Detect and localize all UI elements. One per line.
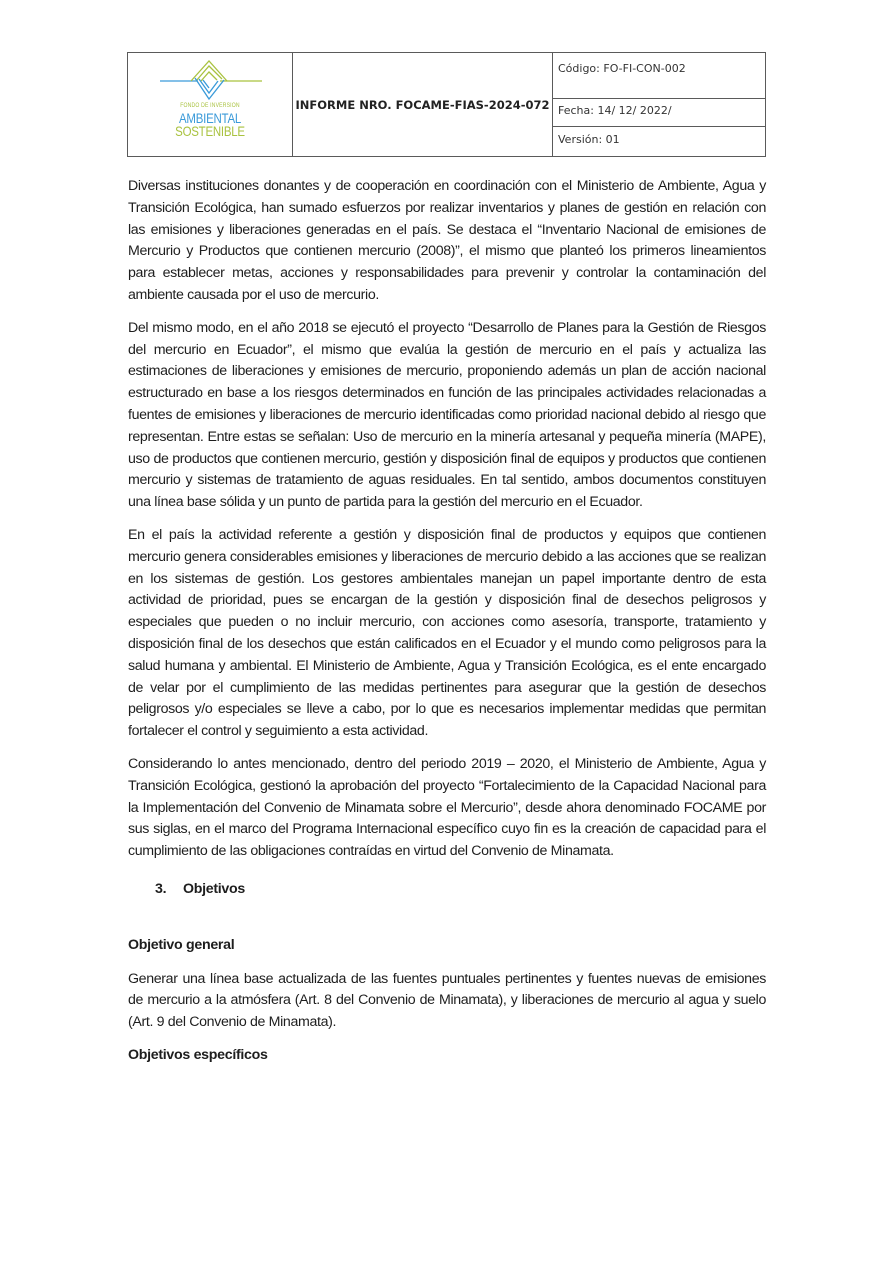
document-version: Versión: 01 bbox=[553, 126, 766, 156]
paragraph-institutions: Diversas instituciones donantes y de cooperación en coordinación con el Ministerio de Ambiente, Agua y Transición Ecológica, han sumado esfuerzos por realizar inventarios y planes de gestión en relación con las emisiones y liberaciones generadas en el país. Se destaca el “Inventario Nacional de emisiones de Mercurio y Productos que contienen mercurio (2008)”, el mismo que planteó los primeros lineamientos para establecer metas, acciones y responsabilidades para prevenir y controlar la contaminación del ambiente causada por el uso de mercurio. bbox=[128, 178, 766, 303]
paragraph-country-activity: En el país la actividad referente a gestión y disposición final de productos y equipos que contienen mercurio genera considerables emisiones y liberaciones de mercurio debido a las acciones que se realizan en los sistemas de gestión. Los gestores ambientales manejan un papel importante dentro de esta actividad de prioridad, pues se encargan de la gestión y disposición final de desechos peligrosos y especiales que pueden o no incluir mercurio, con acciones como asesoría, transporte, tratamiento y disposición final de los desechos que están calificados en el Ecuador y el mundo como peligrosos para la salud humana y ambiental. El Ministerio de Ambiente, Agua y Transición Ecológica, es el ente encargado de velar por el cumplimiento de las medidas pertinentes para asegurar que la gestión de desechos peligrosos y/o especiales se lleve a cabo, por lo que es necesarios implementar medidas que permitan fortalecer el control y seguimiento a esta actividad. bbox=[128, 526, 766, 740]
document-code: Código: FO-FI-CON-002 bbox=[553, 53, 766, 99]
general-objective-heading: Objetivo general bbox=[128, 936, 235, 953]
section-title: Objetivos bbox=[183, 880, 245, 897]
paragraph-focame: Considerando lo antes mencionado, dentro del periodo 2019 – 2020, el Ministerio de Ambiente, Agua y Transición Ecológica, gestionó la aprobación del proyecto “Fortalecimiento de la Capacidad Nacional para la Implementación del Convenio de Minamata sobre el Mercurio”, desde ahora denominado FOCAME por sus siglas, en el marco del Programa Internacional específico cuyo fin es la creación de capacidad para el cumplimiento de las obligaciones contraídas en virtud del Convenio de Minamata. bbox=[128, 755, 766, 860]
logo-text-fund: FONDO DE INVERSIÓN bbox=[180, 103, 240, 109]
logo-text-sostenible: SOSTENIBLE bbox=[175, 123, 245, 139]
specific-objectives-heading: Objetivos específicos bbox=[128, 1046, 268, 1063]
organization-logo bbox=[128, 53, 292, 157]
general-objective-text: Generar una línea base actualizada de las fuentes puntuales pertinentes y fuentes nuevas de emisiones de mercurio a la atmósfera (Art. 8 del Convenio de Minamata), y liberaciones de mercurio al agua y suelo (Art. 9 del Convenio de Minamata). bbox=[128, 970, 766, 1031]
report-title: INFORME NRO. FOCAME-FIAS-2024-072 bbox=[293, 53, 553, 157]
document-body bbox=[128, 176, 766, 1067]
logo-text-ambiental: AMBIENTAL bbox=[178, 110, 242, 126]
logo-cell bbox=[128, 53, 293, 157]
section-number: 3. bbox=[155, 880, 167, 897]
paragraph-2018-project: Del mismo modo, en el año 2018 se ejecutó el proyecto “Desarrollo de Planes para la Gestión de Riesgos del mercurio en Ecuador”, el mismo que evalúa la gestión de mercurio en el país y actualiza las estimaciones de liberaciones y emisiones de mercurio, proponiendo además un plan de acción nacional estructurado en base a los riesgos determinados en función de las principales actividades relacionadas a fuentes de emisiones y liberaciones de mercurio identificadas como prioridad nacional debido al riesgo que representan. Entre estas se señalan: Uso de mercurio en la minería artesanal y pequeña minería (MAPE), uso de productos que contienen mercurio, gestión y disposición final de equipos y productos que contienen mercurio y sistemas de tratamiento de aguas residuales. En tal sentido, ambos documentos constituyen una línea base sólida y un punto de partida para la gestión del mercurio en el Ecuador. bbox=[128, 319, 766, 511]
document-date: Fecha: 14/ 12/ 2022/ bbox=[553, 98, 766, 126]
document-header-table bbox=[127, 52, 766, 157]
logo-diamond-icon bbox=[154, 57, 264, 105]
section-heading-objectives bbox=[155, 879, 766, 901]
